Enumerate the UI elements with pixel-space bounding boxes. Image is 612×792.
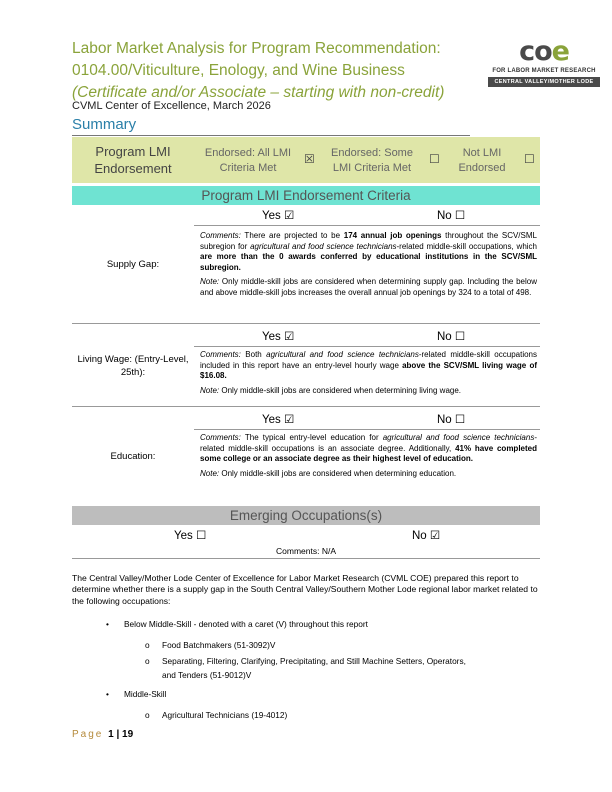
endorsement-band: [72, 137, 540, 183]
criteria-label: Education:: [110, 451, 156, 462]
bullet-dot: •: [106, 619, 109, 629]
emerging-comments: Comments: N/A: [276, 546, 336, 556]
summary-heading: Summary: [72, 116, 137, 133]
sub-bullet-icon: o: [145, 640, 150, 650]
education-no[interactable]: No ☐: [437, 414, 466, 426]
criteria-label: Supply Gap:: [106, 259, 160, 270]
endorsement-checkbox-all[interactable]: ☒: [304, 152, 315, 166]
title-line-2: 0104.00/Viticulture, Enology, and Wine Business: [72, 62, 405, 79]
sub-bullet-icon: o: [145, 656, 150, 666]
report-subtitle: CVML Center of Excellence, March 2026: [72, 100, 271, 112]
emerging-no[interactable]: No ☑: [412, 530, 441, 542]
endorsement-checkbox-some[interactable]: ☐: [429, 152, 440, 166]
endorsement-label: Program LMI Endorsement: [94, 144, 172, 176]
coe-logo: [488, 38, 600, 87]
coe-logo-mark: coe: [519, 36, 569, 67]
endorsement-option-all: Endorsed: All LMI Criteria Met: [204, 147, 292, 174]
row-divider: [72, 323, 540, 324]
logo-region: CENTRAL VALLEY/MOTHER LODE: [488, 77, 600, 87]
emerging-yes[interactable]: Yes ☐: [174, 530, 207, 542]
bullet-dot: •: [106, 689, 109, 699]
criteria-row-living-wage: [72, 327, 540, 407]
living-wage-yes[interactable]: Yes ☑: [262, 331, 295, 343]
criteria-heading: Program LMI Endorsement Criteria: [72, 186, 540, 205]
supply-gap-yes[interactable]: Yes ☑: [262, 210, 295, 222]
report-title: [72, 38, 472, 104]
endorsement-checkbox-not[interactable]: ☐: [524, 152, 535, 166]
endorsement-option-not: Not LMI Endorsed: [458, 147, 506, 174]
occupation-item: Separating, Filtering, Clarifying, Precipitating, and Still Machine Setters, Operators,: [162, 656, 466, 666]
row-divider: [194, 429, 540, 430]
middle-skill-heading: Middle-Skill: [124, 689, 167, 699]
occupation-item-cont: and Tenders (51-9012)V: [162, 670, 252, 680]
row-divider: [194, 225, 540, 226]
row-divider: [72, 406, 540, 407]
criteria-row-education: [72, 410, 540, 504]
criteria-comment: Comments: There are projected to be 174 annual job openings throughout the SCV/SML subregion for agricultural and food science technicians-related middle-skill occupations, which are more than the 0 awards conferred by educational institutions in the SCV/SML subregion. Note: Only middle-skill jobs are considered when determining supply gap. Including the below and above middle-skill jobs increases the overall annual job openings by 324 to a total of 498.: [200, 231, 537, 297]
intro-paragraph: The Central Valley/Mother Lode Center of Excellence for Labor Market Research (CVML COE) prepared this report to determine whether there is a supply gap in the South Central Valley/Southern Mother Lode regional labor market related to the following occupations:: [72, 573, 538, 606]
criteria-row-supply-gap: [72, 206, 540, 322]
endorsement-option-some: Endorsed: Some LMI Criteria Met: [331, 147, 413, 174]
title-line-1: Labor Market Analysis for Program Recommendation:: [72, 40, 441, 57]
occupation-item: Agricultural Technicians (19-4012): [162, 710, 288, 720]
occupation-item: Food Batchmakers (51-3092)V: [162, 640, 276, 650]
row-divider: [72, 558, 540, 559]
supply-gap-no[interactable]: No ☐: [437, 210, 466, 222]
education-yes[interactable]: Yes ☑: [262, 414, 295, 426]
row-divider: [194, 346, 540, 347]
criteria-comment: Comments: Both agricultural and food science technicians-related middle-skill occupations included in this report have an entry-level hourly wage above the SCV/SML living wage of $16.08. Note: Only middle-skill jobs are considered when determining living wage.: [200, 350, 537, 395]
summary-divider: [72, 135, 470, 136]
sub-bullet-icon: o: [145, 710, 150, 720]
logo-tagline: FOR LABOR MARKET RESEARCH: [492, 68, 596, 74]
living-wage-no[interactable]: No ☐: [437, 331, 466, 343]
title-line-3: (Certificate and/or Associate – starting with non-credit): [72, 84, 445, 101]
page-footer: Page 1 | 19: [72, 729, 134, 740]
below-middle-skill-heading: Below Middle-Skill - denoted with a caret (V) throughout this report: [124, 619, 368, 629]
emerging-heading: Emerging Occupations(s): [72, 506, 540, 525]
criteria-comment: Comments: The typical entry-level education for agricultural and food science technicians-related middle-skill occupations is an associate degree. Additionally, 41% have completed some college or an associate degree as their highest level of education. Note: Only middle-skill jobs are considered when determining education.: [200, 433, 537, 478]
criteria-label: Living Wage: (Entry-Level, 25th):: [77, 354, 189, 378]
